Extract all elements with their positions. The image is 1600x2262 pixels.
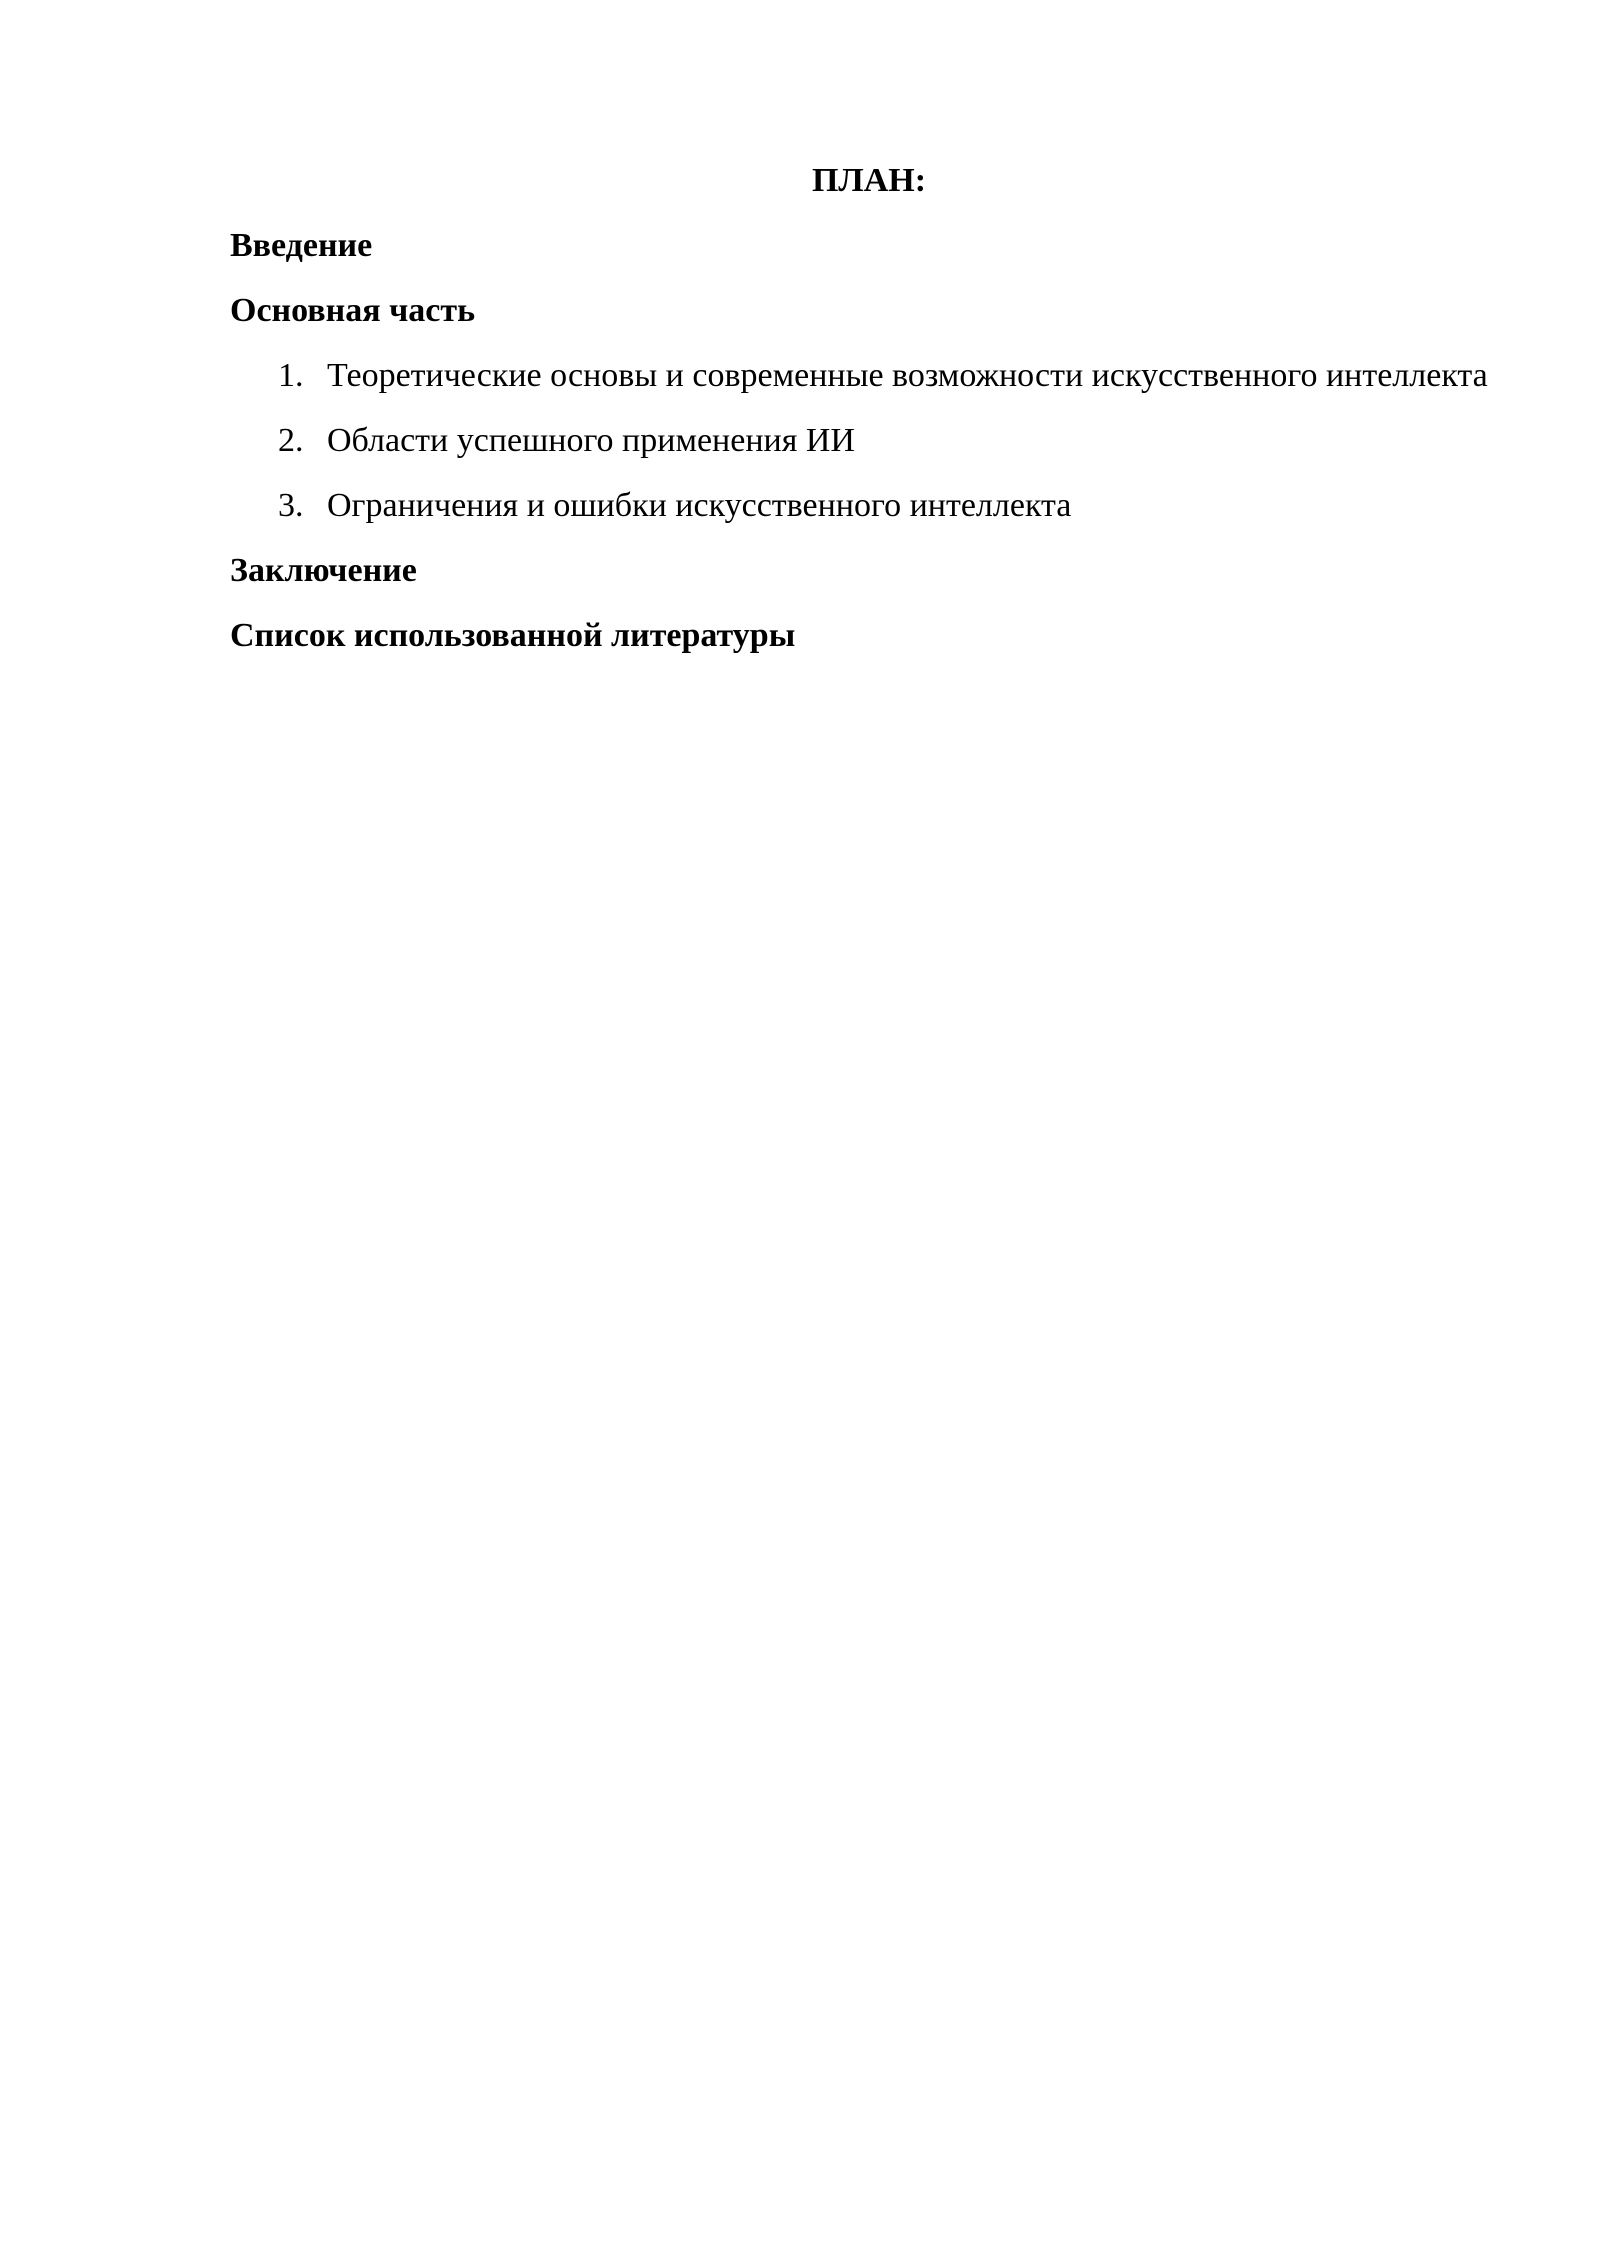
list-item-number: 1.	[278, 357, 304, 394]
plan-list	[230, 343, 1488, 538]
heading-main-part: Основная часть	[230, 292, 476, 329]
list-item	[230, 343, 1488, 408]
list-item-text: Области успешного применения ИИ	[327, 422, 855, 459]
list-item-text: Теоретические основы и современные возможности искусственного интеллекта	[327, 357, 1488, 394]
list-item	[230, 473, 1488, 538]
list-item	[230, 408, 1488, 473]
heading-conclusion: Заключение	[230, 552, 417, 589]
list-item-text: Ограничения и ошибки искусственного интеллекта	[327, 487, 1072, 524]
plan-content	[230, 148, 1488, 668]
heading-introduction: Введение	[230, 227, 373, 264]
page-title: ПЛАН:	[811, 162, 927, 199]
list-item-number: 3.	[278, 487, 304, 524]
heading-references: Список использованной литературы	[230, 617, 796, 654]
list-item-number: 2.	[278, 422, 304, 459]
